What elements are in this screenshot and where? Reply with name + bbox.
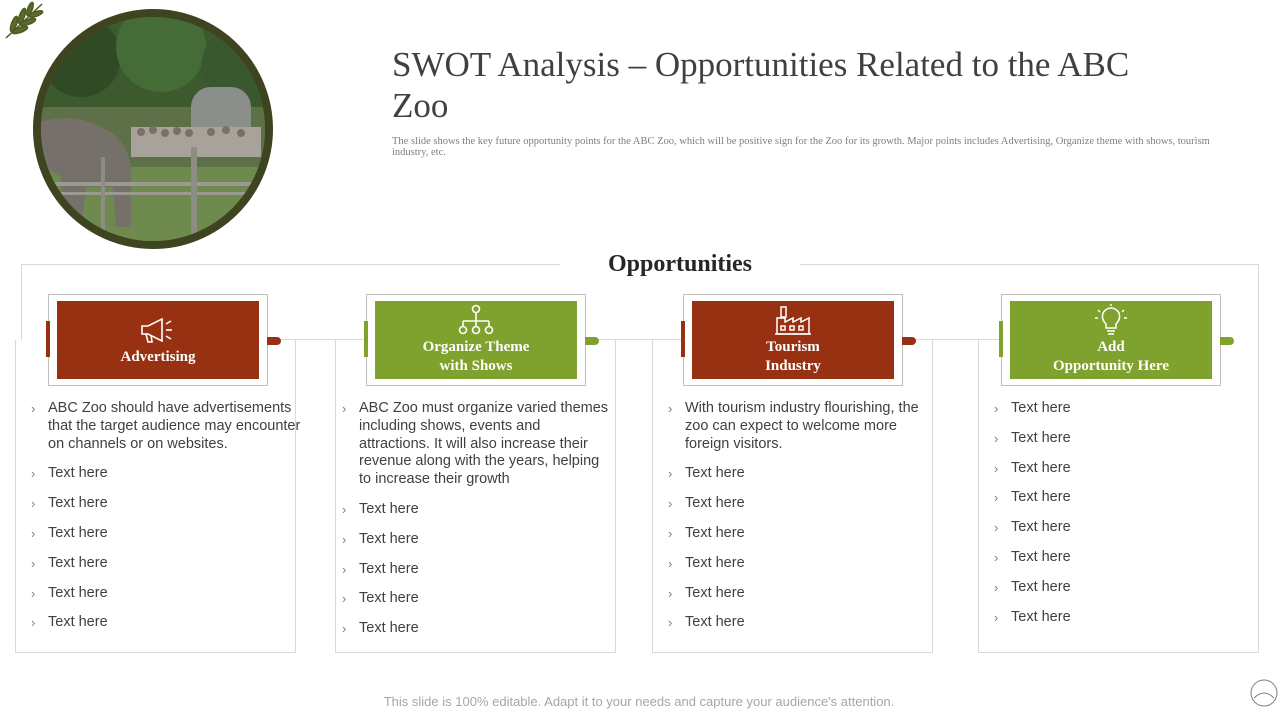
list-item: › Text here	[668, 495, 745, 512]
list-item: › Text here	[668, 524, 745, 541]
chevron-right-icon: ›	[668, 496, 673, 512]
list-item: › With tourism industry flourishing, the zoo can expect to welcome more foreign visitors.	[668, 400, 919, 452]
list-item: › Text here	[668, 554, 745, 571]
list-item: › Text here	[342, 560, 419, 577]
chevron-right-icon: ›	[31, 496, 36, 512]
card-tab-left	[46, 321, 50, 357]
list-item: › Text here	[994, 608, 1071, 625]
chevron-right-icon: ›	[342, 561, 347, 577]
list-item: › Text here	[668, 465, 745, 482]
chevron-right-icon: ›	[668, 585, 673, 601]
corner-decoration-icon	[1249, 678, 1279, 708]
chevron-right-icon: ›	[994, 430, 999, 446]
chevron-right-icon: ›	[994, 520, 999, 536]
megaphone-icon	[138, 314, 178, 346]
card-tab-left	[364, 321, 368, 357]
list-item: › Text here	[994, 429, 1071, 446]
chevron-right-icon: ›	[31, 615, 36, 631]
chevron-right-icon: ›	[342, 591, 347, 607]
card-header	[692, 301, 894, 379]
list-item: › Text here	[342, 530, 419, 547]
list-item: › Text here	[31, 465, 108, 482]
chevron-right-icon: ›	[994, 401, 999, 416]
card-tab-right	[1220, 337, 1234, 345]
list-item: › Text here	[342, 590, 419, 607]
chevron-right-icon: ›	[994, 549, 999, 565]
card-tab-right	[267, 337, 281, 345]
page-title: SWOT Analysis – Opportunities Related to the ABC Zoo	[392, 45, 1130, 125]
list-item: › Text here	[994, 459, 1071, 476]
chevron-right-icon: ›	[342, 501, 347, 517]
zoo-photo	[33, 9, 273, 249]
opportunity-card-2	[366, 294, 586, 386]
chevron-right-icon: ›	[668, 466, 673, 482]
bullet-list-2	[342, 400, 612, 650]
list-item: › Text here	[31, 584, 108, 601]
list-item: › Text here	[994, 578, 1071, 595]
bullet-list-3	[668, 400, 938, 644]
opportunity-card-1	[48, 294, 268, 386]
list-item: › Text here	[31, 614, 108, 631]
card-tab-left	[999, 321, 1003, 357]
chevron-right-icon: ›	[342, 401, 347, 416]
chevron-right-icon: ›	[668, 555, 673, 571]
chevron-right-icon: ›	[31, 585, 36, 601]
list-item: › Text here	[668, 614, 745, 631]
chevron-right-icon: ›	[994, 490, 999, 506]
card-tab-left	[681, 321, 685, 357]
chevron-right-icon: ›	[342, 621, 347, 637]
list-item: › Text here	[342, 500, 419, 517]
bullet-list-1	[31, 400, 301, 644]
chevron-right-icon: ›	[994, 579, 999, 595]
card-label: Organize Theme with Shows	[422, 339, 530, 374]
bullet-list-4	[994, 400, 1264, 638]
chevron-right-icon: ›	[668, 401, 673, 416]
card-header	[57, 301, 259, 379]
list-item: › Text here	[994, 519, 1071, 536]
lightbulb-icon	[1091, 304, 1131, 336]
list-item: › ABC Zoo must organize varied themes including shows, events and attractions. It will also increase their revenue along with the years, helping to increase their growth	[342, 400, 609, 488]
chevron-right-icon: ›	[994, 460, 999, 476]
opportunity-card-4	[1001, 294, 1221, 386]
list-item: › Text here	[342, 620, 419, 637]
card-tab-right	[902, 337, 916, 345]
list-item: › Text here	[994, 548, 1071, 565]
chevron-right-icon: ›	[31, 555, 36, 571]
opportunity-card-3	[683, 294, 903, 386]
leaf-decoration-icon	[2, 0, 46, 40]
list-item: › Text here	[668, 584, 745, 601]
section-heading: Opportunities	[560, 248, 800, 280]
chevron-right-icon: ›	[994, 609, 999, 625]
chevron-right-icon: ›	[668, 615, 673, 631]
hierarchy-icon	[456, 304, 496, 336]
card-header	[375, 301, 577, 379]
chevron-right-icon: ›	[31, 401, 36, 416]
footer-note: This slide is 100% editable. Adapt it to your needs and capture your audience's attention.	[383, 694, 895, 709]
list-item: › Text here	[994, 400, 1071, 416]
card-header	[1010, 301, 1212, 379]
list-item: › ABC Zoo should have advertisements that the target audience may encounter on channels or on websites.	[31, 400, 301, 452]
card-label: Tourism Industry	[765, 339, 821, 374]
list-item: › Text here	[31, 554, 108, 571]
card-tab-right	[585, 337, 599, 345]
page-subtitle: The slide shows the key future opportunity points for the ABC Zoo, which will be positive sign for the Zoo for its growth. Major points includes Advertising, Organize theme with shows, tourism industry, etc.	[392, 136, 1210, 158]
card-label: Add Opportunity Here	[1053, 339, 1169, 374]
factory-icon	[773, 304, 813, 336]
chevron-right-icon: ›	[31, 466, 36, 482]
list-item: › Text here	[994, 489, 1071, 506]
chevron-right-icon: ›	[342, 531, 347, 547]
list-item: › Text here	[31, 524, 108, 541]
chevron-right-icon: ›	[31, 525, 36, 541]
card-label: Advertising	[120, 348, 196, 365]
chevron-right-icon: ›	[668, 525, 673, 541]
list-item: › Text here	[31, 495, 108, 512]
